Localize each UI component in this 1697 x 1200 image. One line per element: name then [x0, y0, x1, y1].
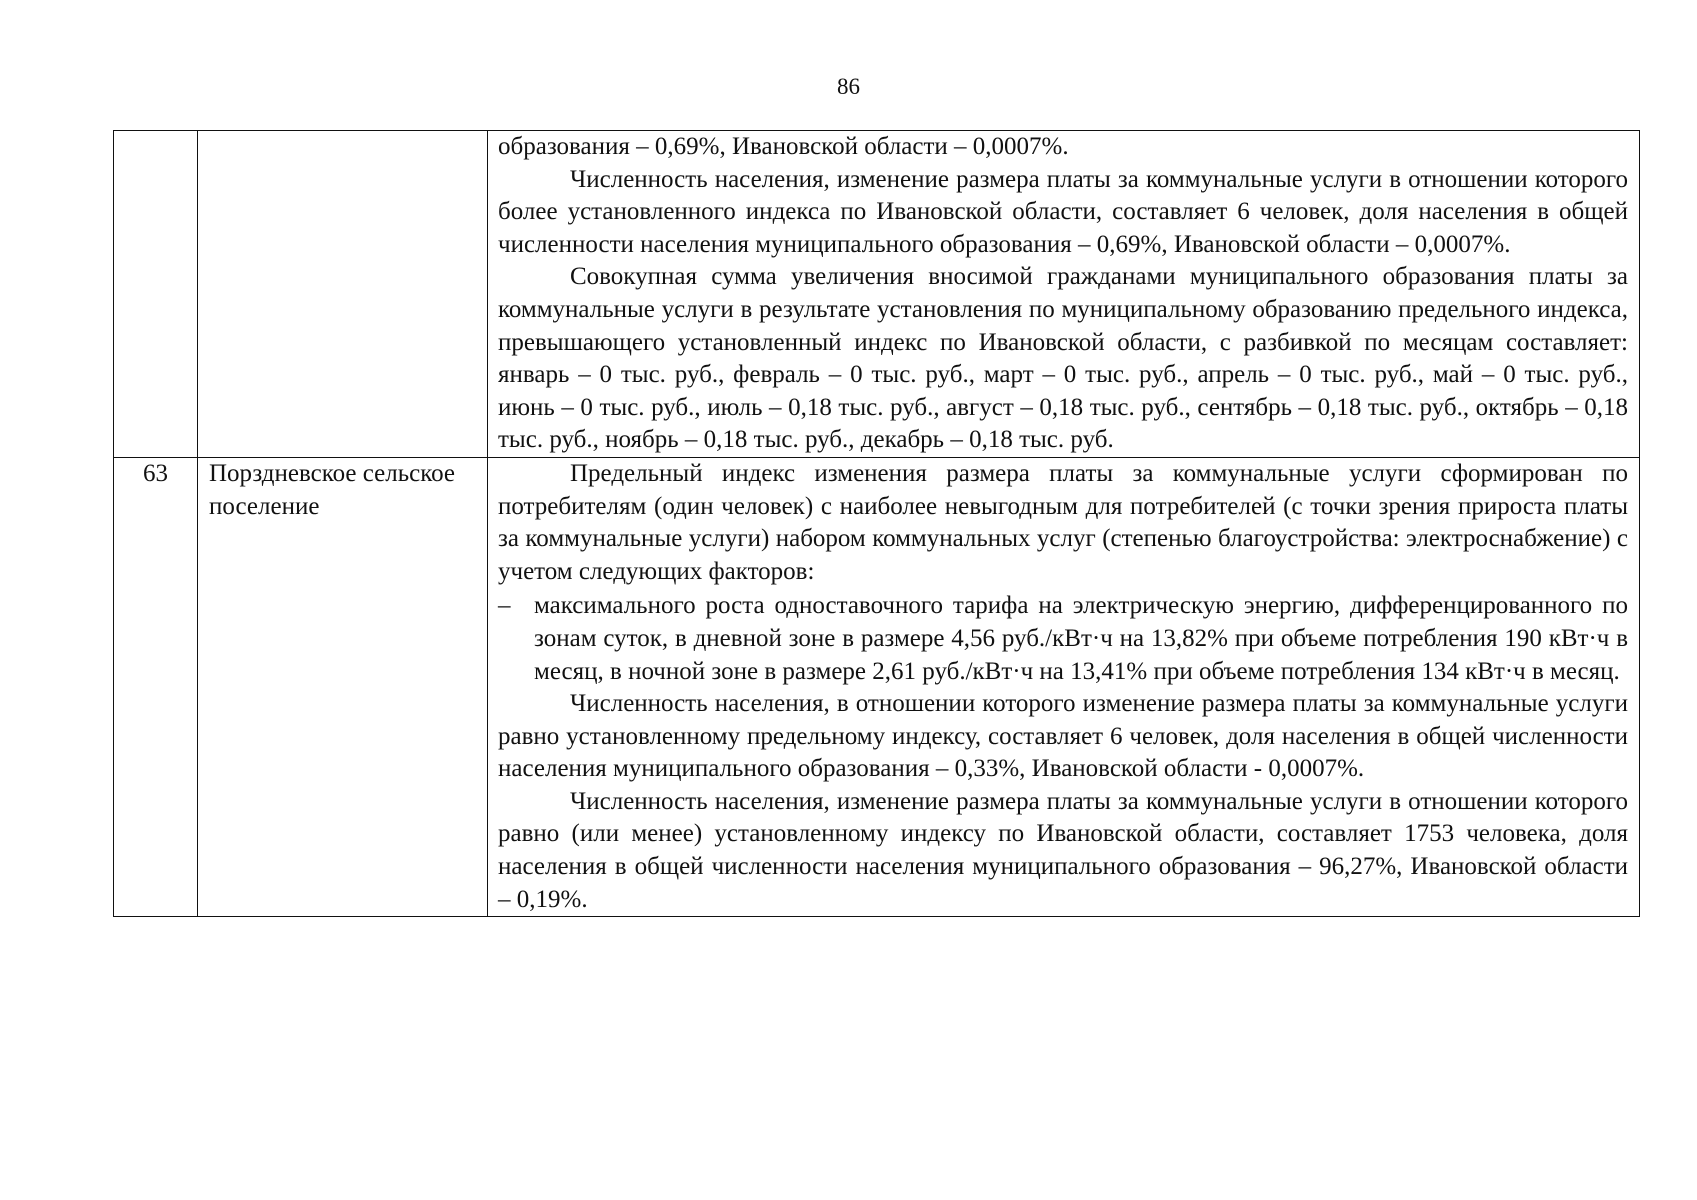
municipal-index-table: [113, 130, 1640, 917]
description-paragraph: Численность населения, изменение размера платы за коммунальные услуги в отношении которого равно (или менее) установленному индексу по Ивановской области, составляет 1753 человека, доля населения в общей численности населения муниципального образования – 96,27%, Ивановской области – 0,19%.: [498, 787, 1628, 913]
description-paragraph: Численность населения, в отношении которого изменение размера платы за коммунальные услуги равно установленному предельному индексу, составляет 6 человек, доля населения в общей численности населения муниципального образования – 0,33%, Ивановской области - 0,0007%.: [498, 690, 1628, 783]
dash-list-text: максимального роста одноставочного тарифа на электрическую энергию, дифференцированного по зонам суток, в дневной зоне в размере 4,56 руб./кВт·ч на 13,82% при объеме потребления 190 кВт·ч в месяц, в ночной зоне в размере 2,61 руб./кВт·ч на 13,41% при объеме потребления 134 кВт·ч в месяц.: [534, 592, 1628, 685]
description-paragraph: Численность населения, изменение размера платы за коммунальные услуги в отношении которого более установленного индекса по Ивановской области, составляет 6 человек, доля населения в общей численности населения муниципального образования – 0,69%, Ивановской области – 0,0007%.: [498, 165, 1628, 258]
description-paragraph: образования – 0,69%, Ивановской области – 0,0007%.: [498, 133, 1069, 160]
row-number-cell: 63: [114, 457, 198, 916]
table-row: [114, 457, 1640, 916]
dash-list-item: [498, 590, 1628, 688]
dash-marker: –: [498, 592, 511, 620]
description-cell: [488, 131, 1640, 458]
table-row: [114, 131, 1640, 458]
description-paragraph: Совокупная сумма увеличения вносимой гражданами муниципального образования платы за коммунальные услуги в результате установления по муниципальному образованию предельного индекса, превышающего установленный индекс по Ивановской области, с разбивкой по месяцам составляет: январь – 0 тыс. руб., февраль – 0 тыс. руб., март – 0 тыс. руб., апрель – 0 тыс. руб., май – 0 тыс. руб., июнь – 0 тыс. руб., июль – 0,18 тыс. руб., август – 0,18 тыс. руб., сентябрь – 0,18 тыс. руб., октябрь – 0,18 тыс. руб., ноябрь – 0,18 тыс. руб., декабрь – 0,18 тыс. руб.: [498, 263, 1628, 454]
row-number-cell: [114, 131, 198, 458]
municipality-name-cell: Порздневское сельское поселение: [198, 457, 488, 916]
description-cell: [488, 457, 1640, 916]
municipality-name-cell: [198, 131, 488, 458]
page-number: 86: [837, 74, 860, 99]
description-paragraph: Предельный индекс изменения размера платы за коммунальные услуги сформирован по потребителям (один человек) с наиболее невыгодным для потребителей (с точки зрения прироста платы за коммунальные услуги) набором коммунальных услуг (степенью благоустройства: электроснабжение) с учетом следующих факторов:: [498, 459, 1628, 585]
